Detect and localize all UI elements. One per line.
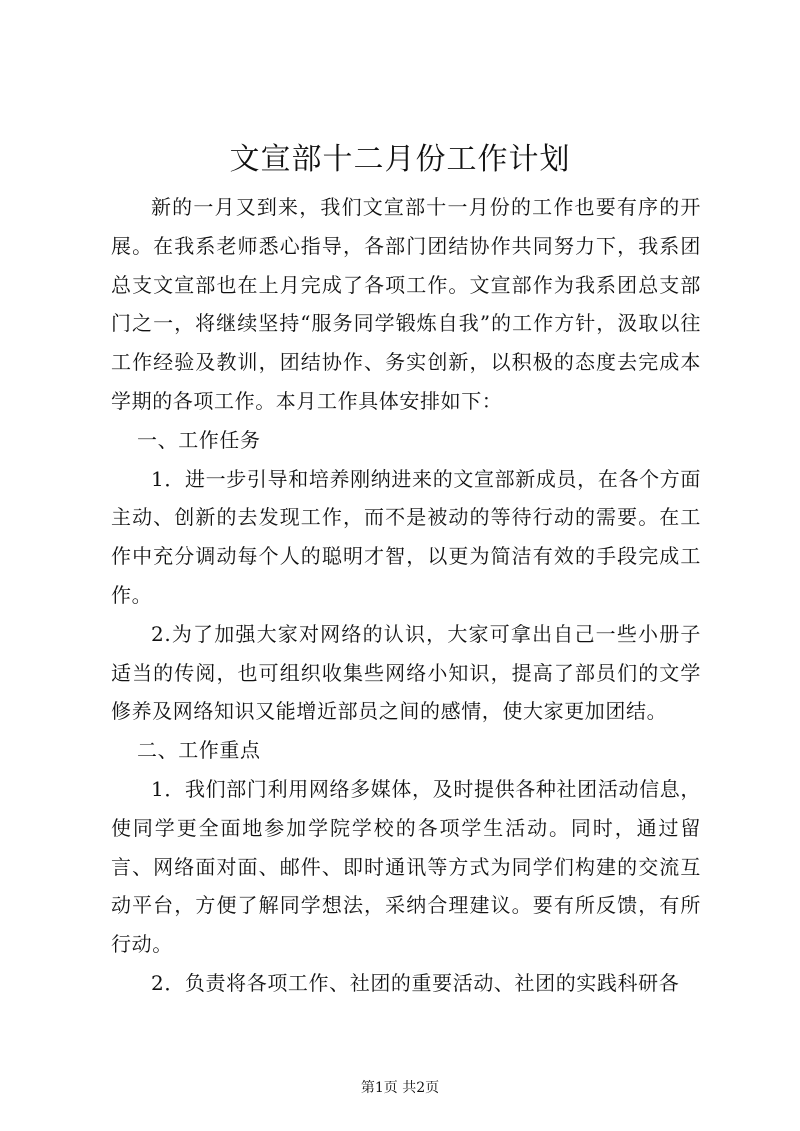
focus-item-1: 1．我们部门利用网络多媒体，及时提供各种社团活动信息，使同学更全面地参加学院学校的各项学生活动。同时，通过留言、网络面对面、邮件、即时通讯等方式为同学们构建的交流互动平台，方便了解同学想法，采纳合理建议。要有所反馈，有所行动。 [111,776,701,957]
intro-paragraph: 新的一月又到来，我们文宣部十一月份的工作也要有序的开展。在我系老师悉心指导，各部门团结协作共同努力下，我系团总支文宣部也在上月完成了各项工作。文宣部作为我系团总支部门之一，将继续坚持“服务同学锻炼自我”的工作方针，汲取以往工作经验及教训，团结协作、务实创新，以积极的态度去完成本学期的各项工作。本月工作具体安排如下： [111,195,701,413]
task-item-1: 1．进一步引导和培养刚纳进来的文宣部新成员，在各个方面主动、创新的去发现工作，而不是被动的等待行动的需要。在工作中充分调动每个人的聪明才智，以更为简洁有效的手段完成工作。 [111,466,701,607]
document-title: 文宣部十二月份工作计划 [229,142,571,177]
task-item-2: 2.为了加强大家对网络的认识，大家可拿出自己一些小册子适当的传阅，也可组织收集些网络小知识，提高了部员们的文学修养及网络知识又能增近部员之间的感情，使大家更加团结。 [111,621,701,724]
focus-item-2: 2．负责将各项工作、社团的重要活动、社团的实践科研各 [151,970,680,995]
document-body [111,188,701,1003]
section-heading-tasks: 一、工作任务 [137,427,261,452]
page-footer: 第1页 共2页 [360,1080,440,1096]
section-heading-focus: 二、工作重点 [137,738,261,763]
